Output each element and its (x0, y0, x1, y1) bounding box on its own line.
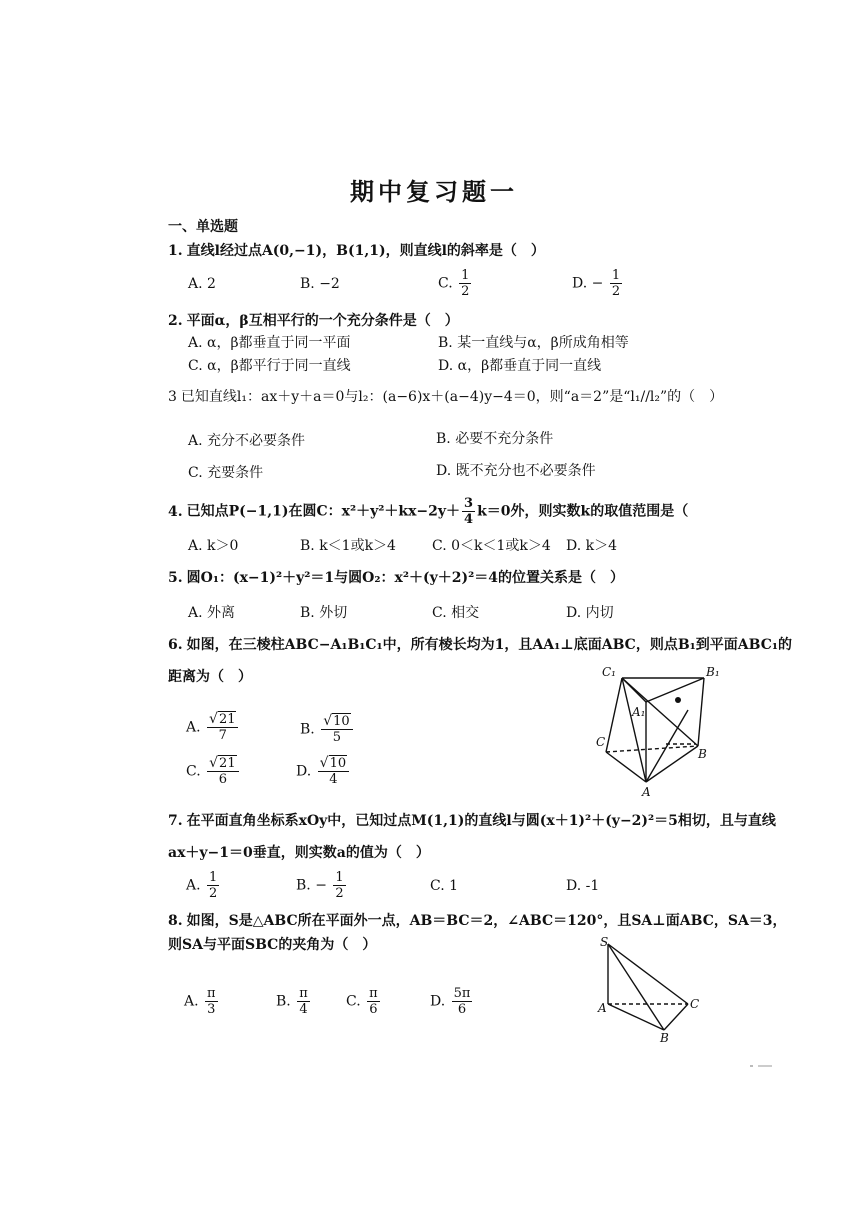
option-c: C. 1 (430, 878, 459, 894)
option-b: B. 必要不充分条件 (436, 431, 554, 447)
label-b1: B₁ (706, 665, 720, 679)
fraction: $\frac{5\pi}{6}$ (453, 986, 471, 1017)
option-c: C. $\frac{\pi}{6}$ (346, 986, 378, 1017)
option-b: B. 外切 (300, 605, 348, 621)
option-d: D. 内切 (566, 605, 614, 621)
question-2: 2. 平面α，β互相平行的一个充分条件是（ ） (168, 313, 459, 329)
section-heading: 一、单选题 (168, 219, 238, 235)
fraction: $\frac{\pi}{6}$ (369, 986, 378, 1017)
option-d: D. $\frac{5\pi}{6}$ (430, 986, 471, 1017)
question-7-line2: ax＋y−1＝0垂直，则实数a的值为（ ） (168, 845, 430, 861)
option-d: D. − $\frac{1}{2}$ (572, 268, 621, 299)
option-d: D. α，β都垂直于同一直线 (438, 358, 602, 374)
option-a: A. $\frac{\pi}{3}$ (184, 986, 216, 1017)
fraction: $\frac{\pi}{3}$ (207, 986, 216, 1017)
scan-mark (748, 1062, 778, 1070)
option-a: A. 充分不必要条件 (188, 433, 306, 449)
question-8: 8. 如图，S是△ABC所在平面外一点，AB＝BC＝2，∠ABC＝120°，且SA⊥面ABC，SA＝3， (168, 913, 787, 929)
option-c: C. 0＜k＜1或k＞4 (432, 538, 551, 554)
option-a: A. 外离 (188, 605, 236, 621)
option-c: C. α，β都平行于同一直线 (188, 358, 351, 374)
option-b: B. $\frac{\pi}{4}$ (276, 986, 308, 1017)
fraction: $\frac{√10}{5}$ (321, 714, 352, 745)
fraction: $\frac{3}{4}$ (464, 496, 474, 527)
fraction: $\frac{1}{2}$ (335, 870, 344, 901)
option-a: A. k＞0 (188, 538, 239, 554)
question-6-line2: 距离为（ ） (168, 669, 252, 685)
question-4: 4. 已知点P(−1,1)在圆C：x²＋y²＋kx−2y＋ $\frac{3}{4}$ k＝0外，则实数k的取值范围是（ (168, 496, 689, 527)
option-a: A. 2 (188, 276, 216, 292)
fraction: $\frac{√21}{7}$ (207, 712, 238, 743)
label-s: S (600, 935, 609, 949)
option-b: B. 某一直线与α，β所成角相等 (438, 335, 629, 351)
question-1 (168, 240, 545, 260)
option-b: B. − $\frac{1}{2}$ (296, 870, 344, 901)
fraction: $\frac{\pi}{4}$ (299, 986, 308, 1017)
question-6: 6. 如图，在三棱柱ABC−A₁B₁C₁中，所有棱长均为1，且AA₁⊥底面ABC，则点B₁到平面ABC₁的 (168, 637, 793, 653)
option-c: C. 充要条件 (188, 465, 264, 481)
label-c: C (596, 735, 606, 749)
label-c1: C₁ (602, 665, 616, 679)
fraction: $\frac{√21}{6}$ (207, 756, 238, 787)
label-a: A (642, 785, 651, 799)
label-b: B (660, 1031, 669, 1045)
question-8-line2: 则SA与平面SBC的夹角为（ ） (168, 937, 377, 953)
option-a: A. α，β都垂直于同一平面 (188, 335, 351, 351)
label-c: C (690, 997, 700, 1011)
option-c: C. $\frac{1}{2}$ (438, 268, 470, 299)
question-7: 7. 在平面直角坐标系xOy中，已知过点M(1,1)的直线l与圆(x＋1)²＋(y−2)²＝5相切，且与直线 (168, 813, 776, 829)
page-title: 期中复习题一 (350, 177, 518, 206)
option-a: A. $\frac{√21}{7}$ (186, 712, 240, 743)
option-d: D. -1 (566, 878, 600, 894)
option-d: D. 既不充分也不必要条件 (436, 463, 596, 479)
option-b: B. k＜1或k＞4 (300, 538, 396, 554)
option-b: B. −2 (300, 276, 340, 292)
question-3: 3 已知直线l₁：ax＋y＋a＝0与l₂：(a−6)x＋(a−4)y−4＝0，则“a＝2”是“l₁//l₂”的（ ） (168, 389, 724, 405)
fraction: $\frac{1}{2}$ (209, 870, 218, 901)
option-d: D. k＞4 (566, 538, 618, 554)
option-d: D. $\frac{√10}{4}$ (296, 756, 351, 787)
label-a: A (598, 1001, 607, 1015)
label-a1: A₁ (632, 705, 646, 719)
question-5: 5. 圆O₁：(x−1)²＋y²＝1与圆O₂：x²＋(y＋2)²＝4的位置关系是（ ） (168, 570, 624, 586)
fraction: $\frac{√10}{4}$ (318, 756, 349, 787)
question-text: 直线l经过点A(0,−1)，B(1,1)，则直线l的斜率是（ ） (186, 243, 545, 259)
label-b: B (698, 747, 707, 761)
option-a: A. $\frac{1}{2}$ (186, 870, 218, 901)
pyramid-figure (596, 934, 706, 1046)
question-number: 1. (168, 243, 183, 259)
fraction: $\frac{1}{2}$ (611, 268, 621, 299)
prism-figure (596, 660, 736, 800)
fraction: $\frac{1}{2}$ (461, 268, 470, 299)
option-c: C. 相交 (432, 605, 480, 621)
option-c: C. $\frac{√21}{6}$ (186, 756, 241, 787)
option-b: B. $\frac{√10}{5}$ (300, 714, 355, 745)
